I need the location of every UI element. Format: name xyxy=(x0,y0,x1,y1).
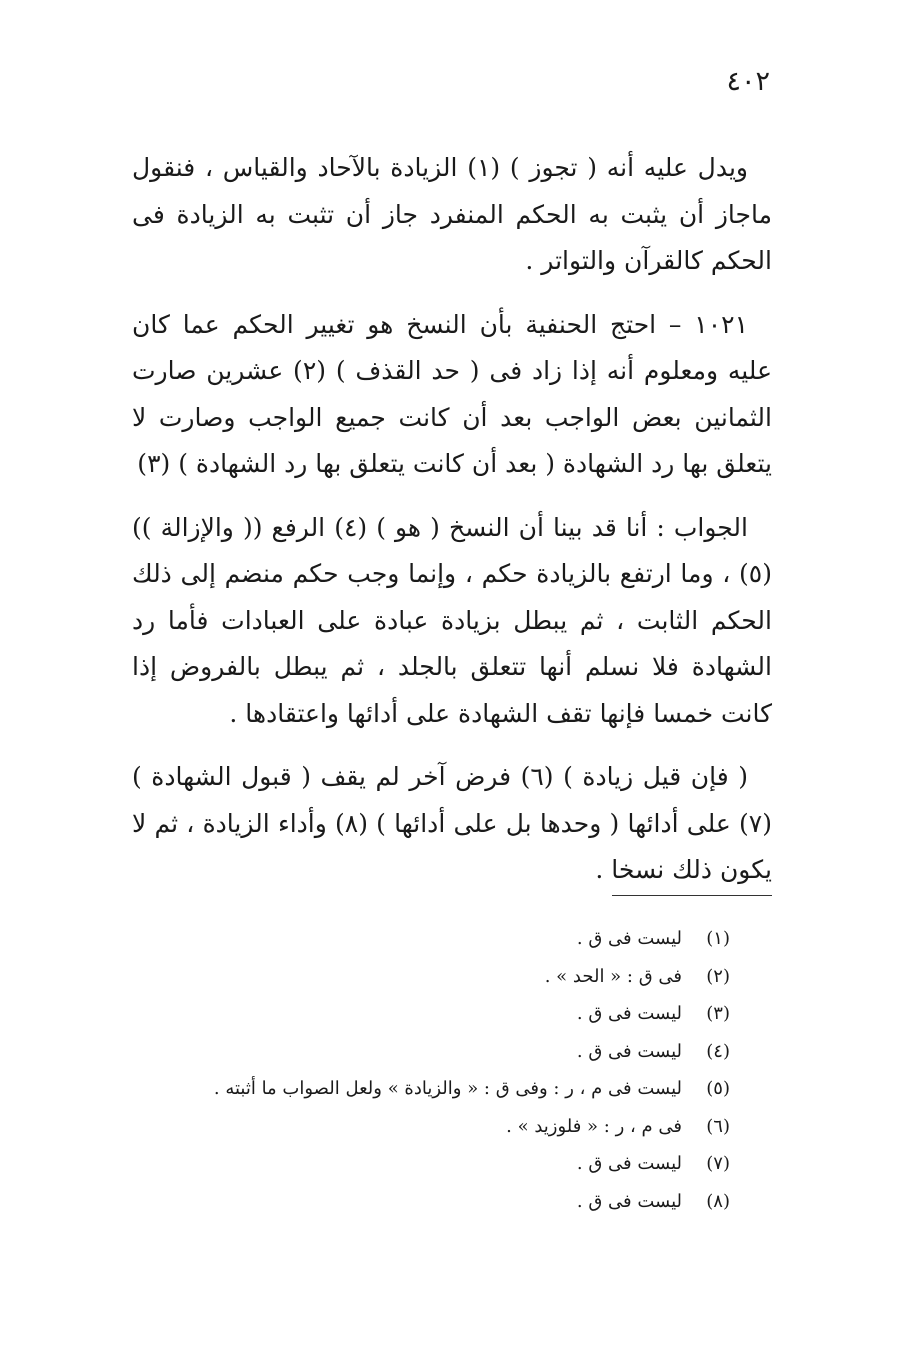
paragraph-2: ١٠٢١ – احتج الحنفية بأن النسخ هو تغيير الحكم عما كان عليه ومعلوم أنه إذا زاد فى ( حد القذف ) (٢) عشرين صارت الثمانين بعض الواجب بعد أن كانت جميع الواجب وصارت لا يتعلق بها رد الشهادة ( بعد أن كانت يتعلق بها رد الشهادة ) (٣) xyxy=(132,309,772,478)
paragraph-1: ويدل عليه أنه ( تجوز ) (١) الزيادة بالآحاد والقياس ، فنقول ماجاز أن يثبت به الحكم المنفرد جاز أن تثبت به الزيادة فى الحكم كالقرآن والتواتر . xyxy=(132,153,772,275)
footnote-text: ليست فى ق . xyxy=(576,1003,682,1024)
footnote xyxy=(130,958,730,996)
footnote-text: فى م ، ر : « فلوزيد » . xyxy=(506,1115,682,1137)
main-text xyxy=(132,145,772,911)
footnote-text: ليست فى م ، ر : وفى ق : « والزيادة » ولعل الصواب ما أثبته . xyxy=(213,1078,682,1099)
footnote-number: (٣) xyxy=(706,1003,730,1024)
footnote xyxy=(130,920,730,958)
footnote-text: ليست فى ق . xyxy=(576,1190,682,1212)
footnote-number: (٨) xyxy=(706,1190,730,1212)
footnote-text: ليست فى ق . xyxy=(576,928,682,949)
page-number: ٤٠٢ xyxy=(726,66,770,97)
footnote-number: (٦) xyxy=(706,1115,730,1137)
footnote-number: (١) xyxy=(706,928,730,949)
footnote xyxy=(130,1033,730,1071)
footnote-text: ليست فى ق . xyxy=(576,1040,682,1062)
footnote-text: فى ق : « الحد » . xyxy=(544,965,682,987)
footnote-separator xyxy=(612,895,772,896)
footnote xyxy=(130,1070,730,1108)
footnote-number: (٥) xyxy=(706,1078,730,1099)
footnotes xyxy=(130,920,730,1220)
footnote-text: ليست فى ق . xyxy=(576,1153,682,1174)
paragraph-4: ( فإن قيل زيادة ) (٦) فرض آخر لم يقف ( قبول الشهادة ) (٧) على أدائها ( وحدها بل على أدائها ) (٨) وأداء الزيادة ، ثم لا يكون ذلك نسخا . xyxy=(132,762,772,884)
footnote-number: (٧) xyxy=(706,1153,730,1174)
paragraph-3: الجواب : أنا قد بينا أن النسخ ( هو ) (٤) الرفع (( والإزالة )) (٥) ، وما ارتفع بالزيادة حكم ، وإنما وجب حكم منضم إلى ذلك الحكم الثابت ، ثم يبطل بزيادة عبادة على العبادات فأما رد الشهادة فلا نسلم أنها تتعلق بالجلد ، ثم يبطل بالفروض إذا كانت خمسا فإنها تقف الشهادة على أدائها واعتقادها . xyxy=(132,512,772,728)
footnote-number: (٤) xyxy=(706,1040,730,1062)
footnote xyxy=(130,1108,730,1146)
footnote xyxy=(130,1183,730,1221)
footnote xyxy=(130,995,730,1033)
footnote xyxy=(130,1145,730,1183)
footnote-number: (٢) xyxy=(706,965,730,987)
